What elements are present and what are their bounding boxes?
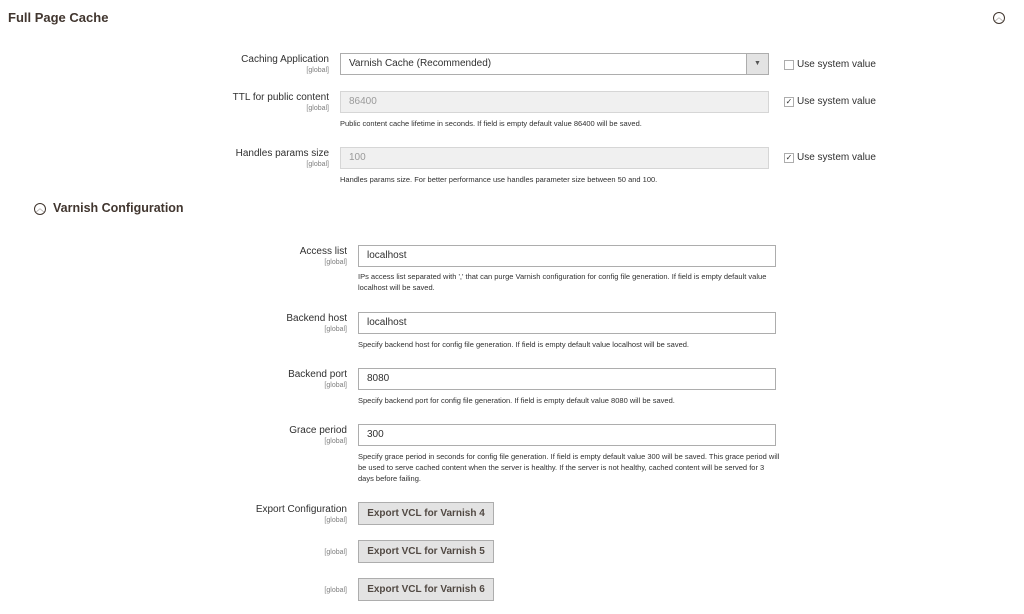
use-system-label: Use system value	[797, 96, 876, 107]
collapse-icon[interactable]: ︿	[36, 204, 44, 213]
label-text: Access list	[299, 246, 347, 257]
ttl-note: Public content cache lifetime in seconds. If field is empty default value 86400 will be saved.	[340, 119, 642, 128]
scope: [global]	[324, 438, 347, 445]
label-text: Backend port	[288, 369, 347, 380]
backend-port-label	[150, 369, 347, 390]
chevron-down-icon: ▼	[746, 54, 768, 74]
grace-period-label	[150, 425, 347, 446]
export-vcl-varnish-5-button[interactable]: Export VCL for Varnish 5	[358, 540, 494, 563]
select-value: Varnish Cache (Recommended)	[349, 58, 492, 69]
use-system-checkbox[interactable]	[784, 60, 794, 70]
section-title: Full Page Cache	[8, 10, 109, 25]
ttl-input[interactable]: 86400	[340, 91, 769, 113]
scope: [global]	[306, 67, 329, 74]
backend-host-input[interactable]: localhost	[358, 312, 776, 334]
access-list-note: IPs access list separated with ',' that can purge Varnish configuration for config file generation. If field is empty default value localhost will be saved.	[358, 272, 767, 292]
scope: [global]	[306, 105, 329, 112]
scope: [global]	[324, 382, 347, 389]
label-text: Export Configuration	[255, 504, 347, 515]
export-configuration-label	[150, 504, 347, 525]
access-list-label	[150, 246, 347, 267]
caching-application-select[interactable]	[340, 53, 769, 75]
collapse-icon[interactable]: ︿	[995, 13, 1003, 22]
use-system-label: Use system value	[797, 152, 876, 163]
handles-note: Handles params size. For better performance use handles parameter size between 50 and 100.	[340, 175, 658, 184]
scope: [global]	[324, 517, 347, 524]
scope: [global]	[306, 161, 329, 168]
scope: [global]	[324, 259, 347, 266]
backend-host-note: Specify backend host for config file generation. If field is empty default value localhost will be saved.	[358, 340, 690, 349]
varnish-section-title[interactable]: Varnish Configuration	[53, 201, 184, 215]
grace-period-note: Specify grace period in seconds for config file generation. If field is empty default value 300 will be saved. This grace period will be used to serve cached content when the server is healthy. If the server is not healthy, cached content will be served for 3 days before failing.	[358, 452, 780, 483]
backend-port-input[interactable]: 8080	[358, 368, 776, 390]
label-text: Backend host	[286, 313, 347, 324]
scope: [global]	[324, 326, 347, 333]
use-system-label: Use system value	[797, 59, 876, 70]
export-scope-label	[150, 548, 347, 557]
export-vcl-varnish-4-button[interactable]: Export VCL for Varnish 4	[358, 502, 494, 525]
label-text: Grace period	[289, 425, 347, 436]
label-text: TTL for public content	[232, 92, 329, 103]
scope: [global]	[324, 587, 347, 594]
backend-host-label	[150, 313, 347, 334]
export-vcl-varnish-6-button[interactable]: Export VCL for Varnish 6	[358, 578, 494, 601]
use-system-checkbox[interactable]: ✓	[785, 153, 793, 162]
grace-period-input[interactable]: 300	[358, 424, 776, 446]
access-list-input[interactable]: localhost	[358, 245, 776, 267]
handles-label	[150, 148, 329, 169]
use-system-checkbox[interactable]: ✓	[785, 97, 793, 106]
handles-input[interactable]: 100	[340, 147, 769, 169]
label-text: Handles params size	[235, 148, 329, 159]
ttl-label	[150, 92, 329, 113]
label-text: Caching Application	[241, 54, 329, 65]
export-scope-label	[150, 586, 347, 595]
caching-application-label	[150, 54, 329, 75]
backend-port-note: Specify backend port for config file generation. If field is empty default value 8080 will be saved.	[358, 396, 675, 405]
scope: [global]	[324, 549, 347, 556]
